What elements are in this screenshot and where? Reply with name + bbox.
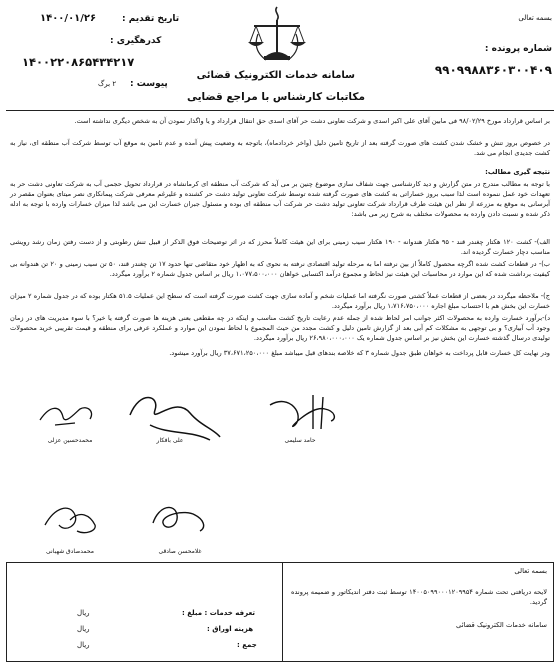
case-number-label: شماره پرونده : [484, 44, 552, 54]
signature-name-2: علی بافکار [156, 437, 184, 444]
paragraph-conclusion: با توجه به مطالب مندرج در متن گزارش و دید کارشناسی جهت شفاف سازی موضوع چنین بر می آید که شرکت آب منطقه ای کرمانشاه در قرارداد تحویل حجمی آب به شرکت تعاونی دشت حر به تعهدات خود عمل ننموده است لذا سبب بروز خساراتی به کشت های صورت گرفته شده توسط شرکت تعاونی تولید دشت حر کشنده و علیرغم معرفی شرکت پیمانکاری نصر میتای بعنوان مقصر در آبرسانی به موقع به مزرعه از نظر این هیئت طرف قرارداد شرکت تعاونی تولید دشت حر شرکت آب منطقه ای بوده و مسئول جبران خسارت این می باشد لذا میزان خسارات وارده با توجه به ادله ذکر شده و نسبت دادن وارده به محصولات مختلف به شرح زیر می باشد: [10, 180, 550, 218]
footer-box [6, 562, 554, 662]
org-subtitle: مکاتبات کارشناس با مراجع قضایی [186, 91, 365, 103]
signature-4 [145, 495, 215, 537]
judiciary-emblem-icon [244, 4, 310, 66]
fee-panel [7, 607, 283, 661]
signature-name-3: محمدحسین عزلی [47, 437, 93, 444]
tracking-code-label: کدرهگیری : [110, 36, 162, 46]
signature-5 [35, 495, 105, 540]
signature-name-1: حامد سلیمی [284, 437, 316, 444]
tracking-code-value: ۱۴۰۰۲۲۰۸۶۵۴۳۴۲۱۷ [22, 55, 135, 69]
header-divider [6, 110, 554, 111]
submit-date-label: تاریخ تقدیم : [122, 14, 180, 24]
bismillah-header: بسمه تعالی [518, 14, 552, 22]
signature-1 [265, 385, 345, 435]
paper-fee-label: هزینه اوراق : [207, 625, 254, 633]
signature-name-4: غلامحسن صادقی [158, 548, 202, 555]
paragraph-drought: در خصوص بروز تنش و خشک شدن کشت های صورت گرفته بعد از تاریخ تامین دلیل (واخر خردادماه)، باتوجه به وضعیت پیش آمده و عدم تامین به موقع آب توسط شرکت آب منطقه ای، نیاز به کشت جدیدی انجام می شد. [10, 139, 550, 157]
signature-2 [120, 385, 230, 445]
conclusion-heading: نتیجه گیری مطالب: [485, 168, 550, 176]
total-label: جمع : [237, 641, 257, 649]
footer-org-name: سامانه خدمات الکترونیک قضائی [456, 621, 547, 629]
footer-right-panel [282, 563, 553, 661]
attachment-label: پیوست : [130, 79, 168, 89]
total-unit: ریال [77, 641, 90, 649]
paragraph-jim: ج)- ملاحظه میگردد در بعضی از قطعات عملاً کشتی صورت نگرفته اما عملیات شخم و آماده سازی جهت کشت صورت گرفته است که سطح این عملیات ۵۱.۵ هکتار بوده که در جدول شماره ۲ میزان خسارت این بخش هم با احتساب مبلغ اجاره ۱،۷۱۶،۷۵۰،۰۰۰ ریال برآورد میگردد. [10, 292, 550, 310]
case-number-value: ۹۹۰۹۹۸۸۳۶۰۳۰۰۴۰۹ [434, 63, 552, 77]
fee-label: تعرفه خدمات : مبلغ : [182, 609, 256, 617]
paragraph-total: ودر نهایت کل خسارت قابل پرداخت به خواهان طبق جدول شماره ۳ که خلاصه بندهای قبل میباشد مبلغ ۳۷،۶۷۱،۲۵۰،۰۰۰ ریال برآورد میشود. [169, 349, 550, 357]
attachment-value: ۲ برگ [98, 80, 117, 88]
fee-unit: ریال [77, 609, 90, 617]
receipt-text: لایحه دریافتی تحت شماره ۱۴۰۰۵۰۹۹۰۰۰۱۲۰۹۹۵۴ توسط ثبت دفتر اندیکاتور و ضمیمه پرونده گردید. [291, 588, 548, 606]
signature-3 [35, 395, 105, 435]
paragraph-dal: د)-برآورد خسارت وارده به محصولات اکثر جوانب امر لحاظ شده از جمله عدم رعایت تاریخ کشت مناسب و اینکه در چه مقطعی بعنی هزینه ها صورت گرفته یا خیر؟ با سوء مدیریت های در زمان وجود آب آبیاری؟ و بی توجهی به مشکلات کم آبی بعد از گزارش تامین دلیل و کشت مجدد من حیث المجموع با لحاظ نمودن این موارد و عملکرد عرفی برای منطقه و قیمت تقریبی خرید محصولات تولیدی درسال گذشته خسارت این بخش نیز بر اساس جدول شماره یک ۲۶،۹۸۰،۰۰۰،۰۰۰ ریال برآورد میگردد. [10, 314, 550, 342]
org-title: سامانه خدمات الکترونیک قضائی [196, 70, 355, 81]
paragraph-be: ب)- در قطعات کشت شده اگرچه محصول کاملاً از بین نرفته اما به مرحله تولید اقتصادی نرفته به نحوی که به اظهار خود متقاضی تنها حدود ۱۷ تن چغندر قند، ۵۰ تن سیب زمینی و ۲۰ تن هندوانه بی کیفیت برداشت شده که این موارد در محاسبات این هیئت نیز لحاظ و مجموع درآمد اکتسابی خواهان ۱،۰۷۷،۵۰۰،۰۰۰ ریال بر اساس جدول شماره ۲ برآورد میگردد. [10, 260, 551, 278]
submit-date-value: ۱۴۰۰/۰۱/۲۶ [40, 13, 97, 24]
signature-name-5: محمدصادق شهبانی [46, 548, 94, 555]
footer-bismillah: بسمه تعالی [514, 567, 547, 575]
paragraph-alef: الف)- کشت ۱۲۰ هکتار چغندر قند - ۹۵ هکتار هندوانه - ۱۹۰ هکتار سیب زمینی برای این هیئت کاملاً محرز که در اثر توضیحات فوق الذکر از قبیل تنش رطوبتی و از دست رفتن زمان رشد رویشی مناسب دچار خسارت گردیده اند. [10, 238, 551, 256]
paper-fee-unit: ریال [77, 625, 90, 633]
paragraph-contract: بر اساس قرارداد مورخ ۹۸/۰۲/۲۹ فی مابین آقای علی اکبر اسدی و شرکت تعاونی دشت حر آقای اسدی حق انتقال قرارداد و یا واگذار نمودن آن به شخص دیگری نداشته است. [74, 117, 550, 125]
